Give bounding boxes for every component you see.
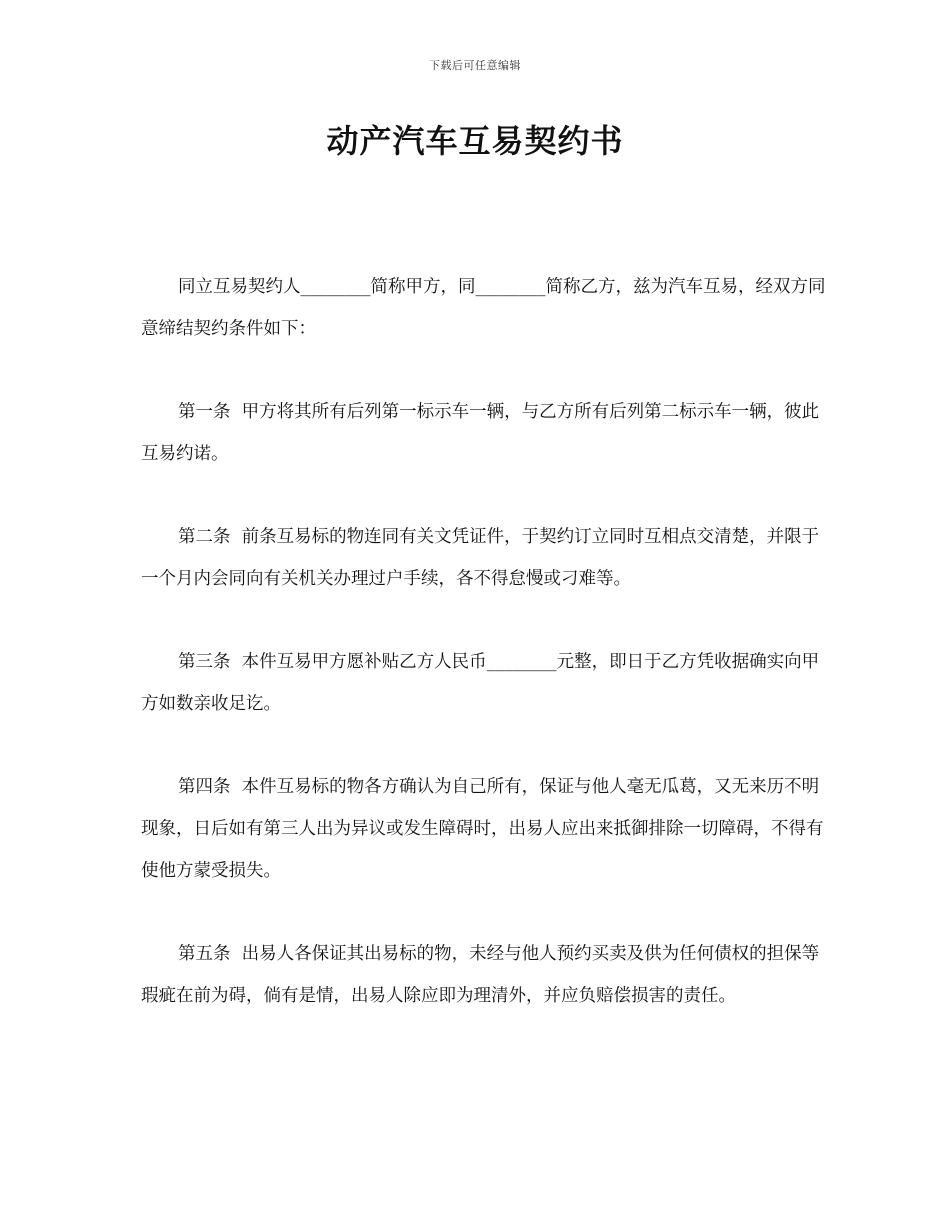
article-4: 第四条 本件互易标的物各方确认为自己所有，保证与他人毫无瓜葛，又无来历不明现象，日后如有第三人出为异议或发生障碍时，出易人应出来抵御排除一切障碍，不得有使他方蒙受损失。 (141, 777, 824, 881)
article-5: 第五条 出易人各保证其出易标的物，未经与他人预约买卖及供为任何债权的担保等瑕疵在前为碍，倘有是情，出易人除应即为理清外，并应负赔偿损害的责任。 (141, 944, 820, 1006)
article-1: 第一条 甲方将其所有后列第一标示车一辆，与乙方所有后列第二标示车一辆，彼此互易约诺。 (141, 402, 820, 464)
paragraph-gap (141, 475, 831, 516)
paragraph-gap (141, 725, 831, 766)
article-2: 第二条 前条互易标的物连同有关文凭证件，于契约订立同时互相点交清楚，并限于一个月内会同向有关机关办理过户手续，各不得怠慢或刁难等。 (141, 527, 820, 589)
paragraph-gap (141, 600, 831, 641)
intro-paragraph: 同立互易契约人________简称甲方，同________简称乙方，兹为汽车互易，经双方同意缔结契约条件如下： (141, 277, 826, 339)
document-title: 动产汽车互易契约书 (326, 122, 624, 160)
paragraph-gap (141, 350, 831, 391)
header-note: 下载后可任意编辑 (429, 59, 521, 72)
paragraph-gap (141, 892, 831, 933)
document-body (141, 266, 831, 1017)
article-3: 第三条 本件互易甲方愿补贴乙方人民币________元整，即日于乙方凭收据确实向甲方如数亲收足讫。 (141, 652, 820, 714)
